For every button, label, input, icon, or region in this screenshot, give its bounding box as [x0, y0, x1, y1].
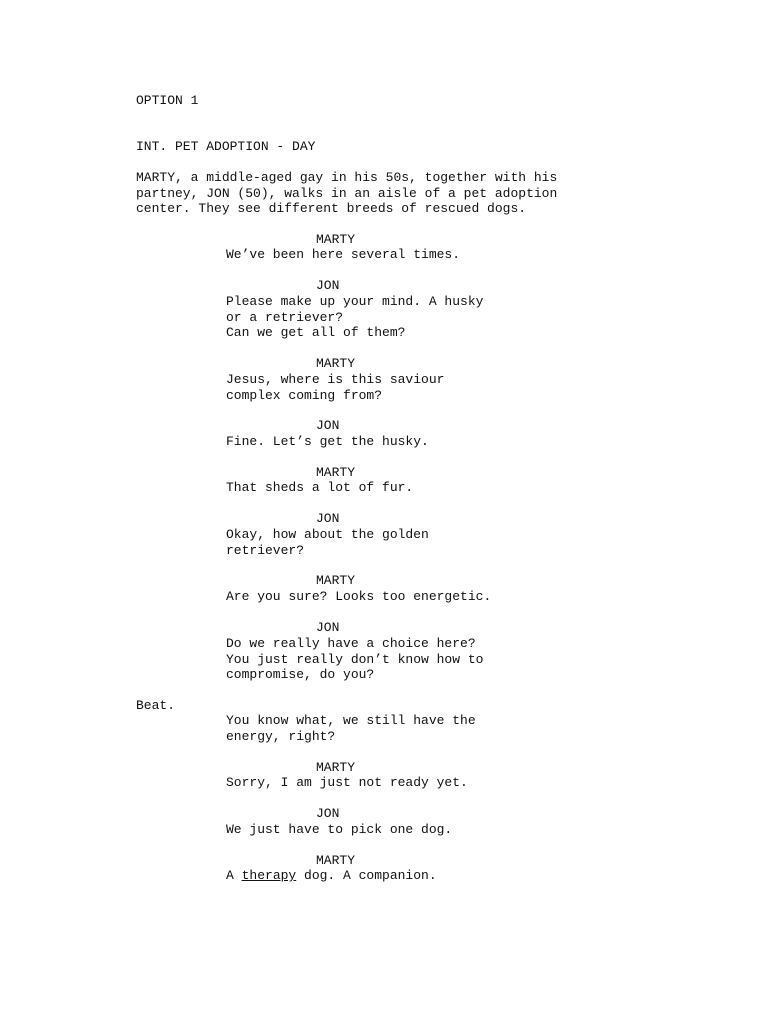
dialogue-line: We’ve been here several times.	[226, 247, 461, 262]
character-name: MARTY	[316, 853, 356, 868]
dialogue-line: energy, right?	[226, 728, 336, 744]
final-dialogue-line	[226, 868, 437, 884]
dialogue	[226, 247, 460, 263]
dialogue-text: A	[226, 868, 242, 883]
dialogue	[226, 589, 491, 605]
character-name: MARTY	[316, 760, 356, 775]
dialogue	[226, 775, 468, 791]
action-intro	[136, 170, 557, 217]
action-line: center. They see different breeds of rescued dogs.	[136, 201, 527, 216]
dialogue	[226, 372, 444, 403]
character-name: JON	[316, 620, 340, 635]
character-name: MARTY	[316, 356, 356, 371]
character-name: JON	[316, 806, 340, 821]
dialogue	[226, 527, 429, 558]
character-name: JON	[316, 418, 340, 433]
dialogue	[226, 434, 429, 450]
dialogue-line: Okay, how about the golden	[226, 527, 429, 542]
dialogue-line: That sheds a lot of fur.	[226, 480, 414, 495]
dialogue-line: compromise, do you?	[226, 667, 375, 682]
character-name: MARTY	[316, 573, 356, 588]
dialogue	[226, 822, 452, 838]
option-label: OPTION 1	[136, 93, 199, 108]
dialogue-line: Jesus, where is this saviour	[226, 372, 445, 387]
character-name: JON	[316, 278, 340, 293]
dialogue-text: dog. A companion.	[296, 868, 437, 883]
scene-heading: INT. PET ADOPTION - DAY	[136, 139, 316, 154]
dialogue	[226, 713, 476, 744]
dialogue-line: complex coming from?	[226, 387, 383, 403]
beat-action: Beat.	[136, 698, 176, 713]
dialogue-line: Are you sure? Looks too energetic.	[226, 589, 492, 604]
action-line: partney, JON (50), walks in an aisle of a pet adoption	[136, 185, 558, 201]
underlined-word: therapy	[241, 868, 297, 883]
dialogue-line: Sorry, I am just not ready yet.	[226, 775, 468, 790]
action-line: MARTY, a middle-aged gay in his 50s, together with his	[136, 170, 558, 185]
dialogue-line: retriever?	[226, 542, 305, 558]
dialogue	[226, 294, 483, 341]
dialogue-line: or a retriever?	[226, 309, 344, 325]
dialogue-line: Fine. Let’s get the husky.	[226, 434, 429, 449]
dialogue	[226, 636, 483, 683]
dialogue-line: Please make up your mind. A husky	[226, 294, 484, 309]
dialogue-line: Can we get all of them?	[226, 325, 406, 340]
dialogue-line: Do we really have a choice here?	[226, 636, 476, 651]
dialogue-line: We just have to pick one dog.	[226, 822, 453, 837]
character-name: MARTY	[316, 232, 356, 247]
character-name: MARTY	[316, 465, 356, 480]
character-name: JON	[316, 511, 340, 526]
dialogue-line: You just really don’t know how to	[226, 651, 484, 667]
dialogue	[226, 480, 413, 496]
dialogue-line: You know what, we still have the	[226, 713, 476, 728]
